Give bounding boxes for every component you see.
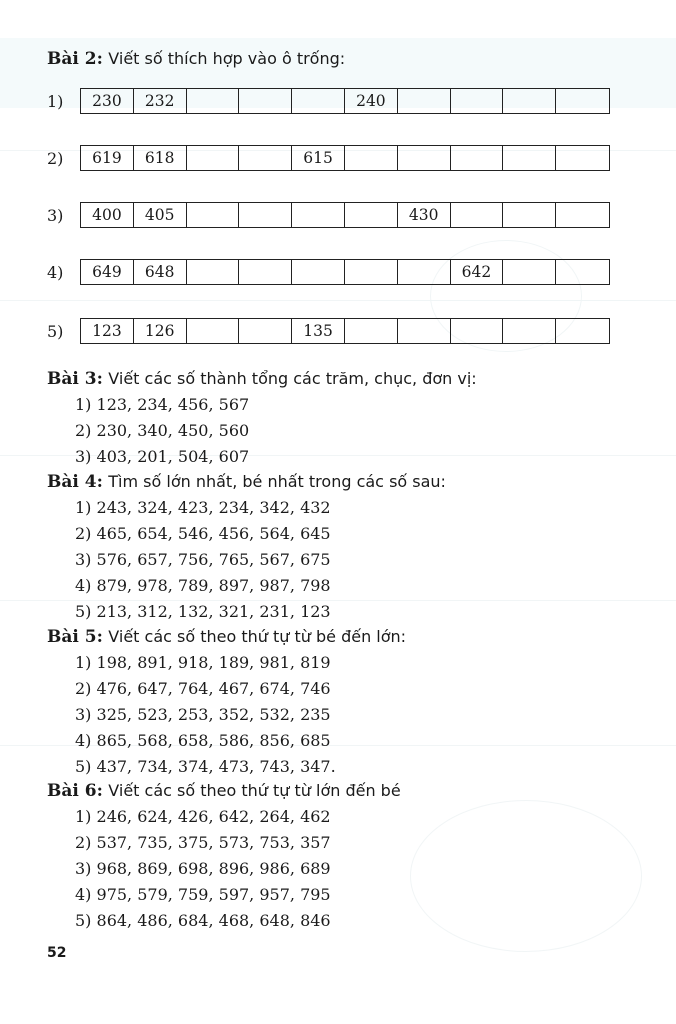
number-grid: [80, 259, 610, 285]
exercise-2-text: Viết số thích hợp vào ô trống:: [108, 49, 346, 68]
grid-cell: 405: [134, 203, 187, 227]
exercise-3-text: Viết các số thành tổng các trăm, chục, đơn vị:: [108, 369, 477, 388]
grid-cell: [345, 203, 398, 227]
grid-cell: 430: [398, 203, 451, 227]
grid-cell: [292, 203, 345, 227]
exercise-2-row-3: [47, 202, 610, 228]
grid-cell: [556, 146, 609, 170]
exercise-4-tag: Bài 4:: [47, 472, 103, 492]
list-item: 3) 576, 657, 756, 765, 567, 675: [75, 550, 331, 569]
exercise-2-row-4: [47, 259, 610, 285]
grid-cell: [239, 146, 292, 170]
list-item: 3) 403, 201, 504, 607: [75, 447, 250, 466]
grid-cell: [451, 146, 504, 170]
exercise-6-tag: Bài 6:: [47, 781, 103, 801]
grid-cell: [239, 203, 292, 227]
list-item: 4) 865, 568, 658, 586, 856, 685: [75, 731, 331, 750]
grid-cell: [556, 319, 609, 343]
list-item: 2) 476, 647, 764, 467, 674, 746: [75, 679, 331, 698]
grid-cell: [556, 89, 609, 113]
list-item: 5) 437, 734, 374, 473, 743, 347.: [75, 757, 336, 776]
grid-cell: [345, 260, 398, 284]
list-item: 1) 243, 324, 423, 234, 342, 432: [75, 498, 331, 517]
grid-cell: 240: [345, 89, 398, 113]
exercise-2-tag: Bài 2:: [47, 49, 103, 69]
list-item: 1) 123, 234, 456, 567: [75, 395, 250, 414]
exercise-6-text: Viết các số theo thứ tự từ lớn đến bé: [108, 781, 401, 800]
exercise-3: [47, 368, 477, 470]
grid-cell: 649: [81, 260, 134, 284]
number-grid: [80, 145, 610, 171]
grid-cell: [187, 203, 240, 227]
grid-cell: [398, 146, 451, 170]
grid-cell: [503, 203, 556, 227]
grid-cell: [398, 260, 451, 284]
grid-cell: [451, 89, 504, 113]
grid-cell: [503, 89, 556, 113]
exercise-5-list: [75, 650, 406, 780]
grid-cell: [345, 146, 398, 170]
exercise-2-heading: [47, 48, 345, 70]
grid-cell: [292, 260, 345, 284]
grid-cell: [398, 89, 451, 113]
grid-cell: [239, 89, 292, 113]
grid-cell: 618: [134, 146, 187, 170]
number-grid: [80, 202, 610, 228]
list-item: 3) 325, 523, 253, 352, 532, 235: [75, 705, 331, 724]
exercise-3-list: [75, 392, 477, 470]
row-label: 2): [47, 148, 64, 168]
grid-cell: [239, 319, 292, 343]
grid-cell: [398, 319, 451, 343]
row-label: 4): [47, 262, 64, 282]
grid-cell: [556, 260, 609, 284]
list-item: 3) 968, 869, 698, 896, 986, 689: [75, 859, 331, 878]
row-label: 1): [47, 91, 64, 111]
grid-cell: 230: [81, 89, 134, 113]
exercise-5: [47, 626, 406, 780]
grid-cell: 619: [81, 146, 134, 170]
exercise-2-row-5: [47, 318, 610, 344]
grid-cell: 135: [292, 319, 345, 343]
exercise-6: [47, 780, 401, 934]
grid-cell: [451, 203, 504, 227]
exercise-6-list: [75, 804, 401, 934]
exercise-3-heading: [47, 368, 477, 390]
grid-cell: [503, 146, 556, 170]
grid-cell: [345, 319, 398, 343]
grid-cell: [187, 260, 240, 284]
list-item: 5) 213, 312, 132, 321, 231, 123: [75, 602, 331, 621]
list-item: 1) 198, 891, 918, 189, 981, 819: [75, 653, 331, 672]
exercise-4-heading: [47, 471, 446, 493]
exercise-6-heading: [47, 780, 401, 802]
exercise-4: [47, 471, 446, 625]
grid-cell: [187, 146, 240, 170]
number-grid: [80, 88, 610, 114]
list-item: 2) 465, 654, 546, 456, 564, 645: [75, 524, 331, 543]
exercise-5-heading: [47, 626, 406, 648]
exercise-5-tag: Bài 5:: [47, 627, 103, 647]
list-item: 2) 537, 735, 375, 573, 753, 357: [75, 833, 331, 852]
list-item: 5) 864, 486, 684, 468, 648, 846: [75, 911, 331, 930]
grid-cell: [187, 319, 240, 343]
row-label: 5): [47, 321, 64, 341]
exercise-2-row-1: [47, 88, 610, 114]
exercise-2-row-2: [47, 145, 610, 171]
exercise-5-text: Viết các số theo thứ tự từ bé đến lớn:: [108, 627, 407, 646]
grid-cell: [187, 89, 240, 113]
list-item: 4) 975, 579, 759, 597, 957, 795: [75, 885, 331, 904]
grid-cell: 648: [134, 260, 187, 284]
grid-cell: 232: [134, 89, 187, 113]
grid-cell: [292, 89, 345, 113]
grid-cell: [503, 319, 556, 343]
list-item: 4) 879, 978, 789, 897, 987, 798: [75, 576, 331, 595]
grid-cell: [451, 319, 504, 343]
exercise-4-text: Tìm số lớn nhất, bé nhất trong các số sau:: [108, 472, 446, 491]
grid-cell: [503, 260, 556, 284]
exercise-3-tag: Bài 3:: [47, 369, 103, 389]
grid-cell: [556, 203, 609, 227]
grid-cell: [239, 260, 292, 284]
grid-cell: 126: [134, 319, 187, 343]
grid-cell: 123: [81, 319, 134, 343]
list-item: 1) 246, 624, 426, 642, 264, 462: [75, 807, 331, 826]
exercise-4-list: [75, 495, 446, 625]
page-number: 52: [47, 945, 67, 961]
list-item: 2) 230, 340, 450, 560: [75, 421, 250, 440]
grid-cell: 642: [451, 260, 504, 284]
row-label: 3): [47, 205, 64, 225]
number-grid: [80, 318, 610, 344]
grid-cell: 615: [292, 146, 345, 170]
grid-cell: 400: [81, 203, 134, 227]
